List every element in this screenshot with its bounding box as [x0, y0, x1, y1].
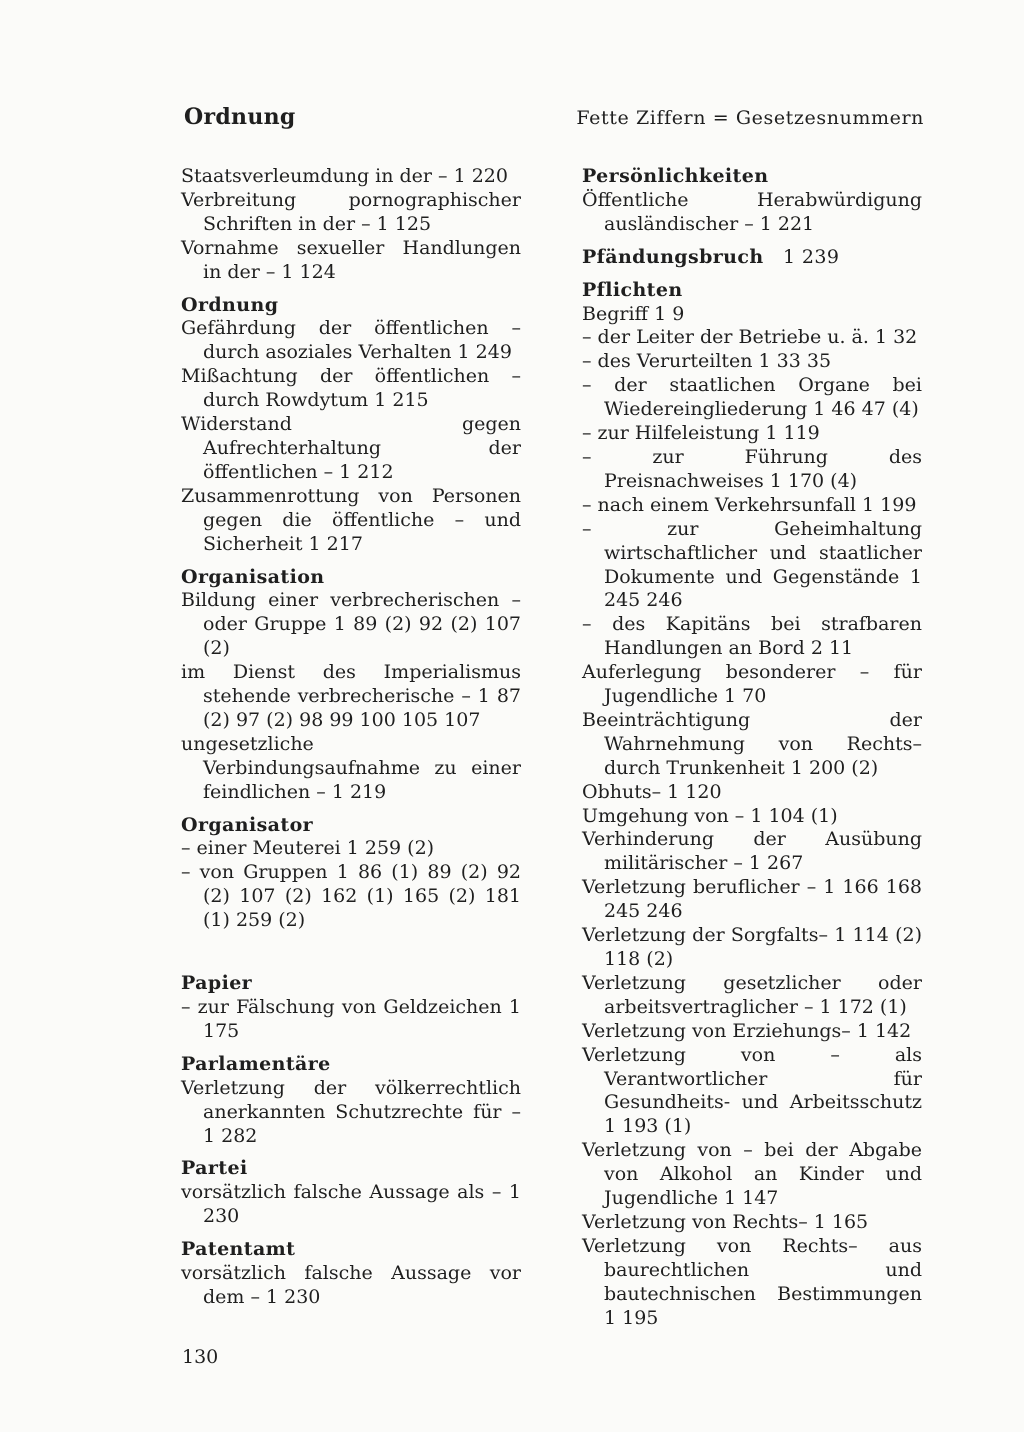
keyword-text: Parlamentäre: [181, 1052, 331, 1075]
index-subentry: Mißachtung der öffentlichen – durch Rowdytum 1 215: [181, 365, 521, 412]
section-spacer: [181, 942, 521, 972]
index-keyword: [582, 165, 922, 189]
index-entry: [582, 165, 922, 237]
index-subentry: vorsätzlich falsche Aussage vor dem – 1 230: [181, 1262, 521, 1308]
index-subentry: Widerstand gegen Aufrechterhaltung der öffentlichen – 1 212: [181, 413, 521, 483]
index-keyword: [181, 1238, 521, 1262]
index-subentry: Staatsverleumdung in der – 1 220: [181, 165, 508, 187]
header-note: Fette Ziffern = Gesetzesnummern: [576, 107, 924, 129]
keyword-text: Ordnung: [181, 293, 279, 316]
keyword-text: Papier: [181, 972, 253, 995]
index-subentry: – zur Hilfeleistung 1 119: [582, 422, 820, 445]
keyword-text: Organisator: [181, 813, 314, 836]
keyword-text: Patentamt: [181, 1238, 296, 1261]
left-column: [181, 165, 521, 1319]
index-subentry: Vornahme sexueller Handlungen in der – 1 124: [181, 236, 521, 283]
index-subentry: Umgehung von – 1 104 (1): [582, 804, 838, 827]
index-subentry: Verletzung von Erziehungs– 1 142: [582, 1019, 912, 1042]
index-subentry: Auferlegung besonderer – für Jugendliche 1 70: [582, 661, 922, 708]
index-entry: [181, 1157, 521, 1229]
index-entry: [582, 246, 922, 270]
index-entry: [181, 1053, 521, 1149]
keyword-text: Organisation: [181, 565, 325, 588]
index-entry: [181, 814, 521, 934]
index-keyword: [582, 279, 922, 303]
index-subentry: Beeinträchtigung der Wahrnehmung von Rechts– durch Trunkenheit 1 200 (2): [582, 708, 922, 779]
index-subentry: Verbreitung pornographischer Schriften in der – 1 125: [181, 188, 521, 235]
index-subentry: – nach einem Verkehrsunfall 1 199: [582, 493, 917, 516]
index-keyword: [181, 814, 521, 838]
index-subentry: Verhinderung der Ausübung militärischer – 1 267: [582, 828, 922, 875]
index-subentry: Obhuts– 1 120: [582, 780, 722, 803]
index-subentry: ungesetzliche Verbindungsaufnahme zu einer feindlichen – 1 219: [181, 732, 521, 803]
index-subentry: Verletzung von Rechts– 1 165: [582, 1210, 869, 1233]
index-entry: [181, 566, 521, 805]
index-subentry: – einer Meuterei 1 259 (2): [181, 837, 435, 860]
index-subentry: – von Gruppen 1 86 (1) 89 (2) 92 (2) 107 (2) 162 (1) 165 (2) 181 (1) 259 (2): [181, 861, 521, 932]
right-column: [582, 165, 922, 1340]
index-subentry: Bildung einer verbrecherischen – oder Gruppe 1 89 (2) 92 (2) 107 (2): [181, 589, 521, 660]
index-subentry: Öffentliche Herabwürdigung ausländischer – 1 221: [582, 188, 922, 235]
index-entry: [181, 294, 521, 557]
keyword-reference: 1 239: [782, 245, 840, 268]
index-subentry: Verletzung von – bei der Abgabe von Alkohol an Kinder und Jugendliche 1 147: [582, 1139, 922, 1210]
index-subentry: – des Kapitäns bei strafbaren Handlungen an Bord 2 11: [582, 613, 922, 660]
index-subentry: – zur Führung des Preisnachweises 1 170 (4): [582, 445, 922, 492]
index-keyword: [181, 1157, 521, 1181]
running-head: Ordnung: [184, 104, 296, 130]
index-entry: [181, 972, 521, 1044]
index-subentry: vorsätzlich falsche Aussage als – 1 230: [181, 1181, 521, 1228]
index-keyword: [181, 1053, 521, 1077]
index-subentry: Zusammenrottung von Personen gegen die öffentliche – und Sicherheit 1 217: [181, 484, 521, 555]
page-header: [182, 104, 924, 140]
index-subentry: – des Verurteilten 1 33 35: [582, 350, 832, 373]
index-subentry: Verletzung von – als Verantwortlicher für Gesundheits- und Arbeitsschutz 1 193 (1): [582, 1043, 922, 1138]
keyword-text: Pflichten: [582, 278, 683, 301]
index-keyword: [582, 246, 922, 270]
keyword-text: Pfändungsbruch: [582, 245, 764, 268]
continued-entry: [181, 165, 521, 285]
index-subentry: Verletzung beruflicher – 1 166 168 245 246: [582, 876, 922, 923]
keyword-text: Persönlichkeiten: [582, 165, 769, 187]
index-subentry: Gefährdung der öffentlichen – durch asoziales Verhalten 1 249: [181, 317, 521, 364]
index-subentry: im Dienst des Imperialismus stehende verbrecherische – 1 87 (2) 97 (2) 98 99 100 105 107: [181, 661, 521, 731]
index-subentry: Verletzung der völkerrechtlich anerkannten Schutzrechte für – 1 282: [181, 1076, 521, 1147]
index-entry: [181, 1238, 521, 1310]
keyword-text: Partei: [181, 1157, 248, 1180]
index-subentry: Verletzung gesetzlicher oder arbeitsvertraglicher – 1 172 (1): [582, 971, 922, 1018]
index-keyword: [181, 972, 521, 996]
index-keyword: [181, 566, 521, 590]
index-subentry: – der Leiter der Betriebe u. ä. 1 32: [582, 326, 918, 349]
index-keyword: [181, 294, 521, 318]
index-subentry: Verletzung von Rechts– aus baurechtlichen und bautechnischen Bestimmungen 1 195: [582, 1234, 922, 1329]
index-subentry: Verletzung der Sorgfalts– 1 114 (2) 118 (2): [582, 924, 922, 970]
page-number: 130: [182, 1346, 219, 1368]
index-entry: [582, 279, 922, 1331]
index-subentry: – zur Fälschung von Geldzeichen 1 175: [181, 996, 521, 1042]
index-subentry: Begriff 1 9: [582, 302, 685, 325]
index-subentry: – der staatlichen Organe bei Wiedereingliederung 1 46 47 (4): [582, 374, 922, 421]
index-subentry: – zur Geheimhaltung wirtschaftlicher und staatlicher Dokumente und Gegenstände 1 245 246: [582, 517, 922, 612]
